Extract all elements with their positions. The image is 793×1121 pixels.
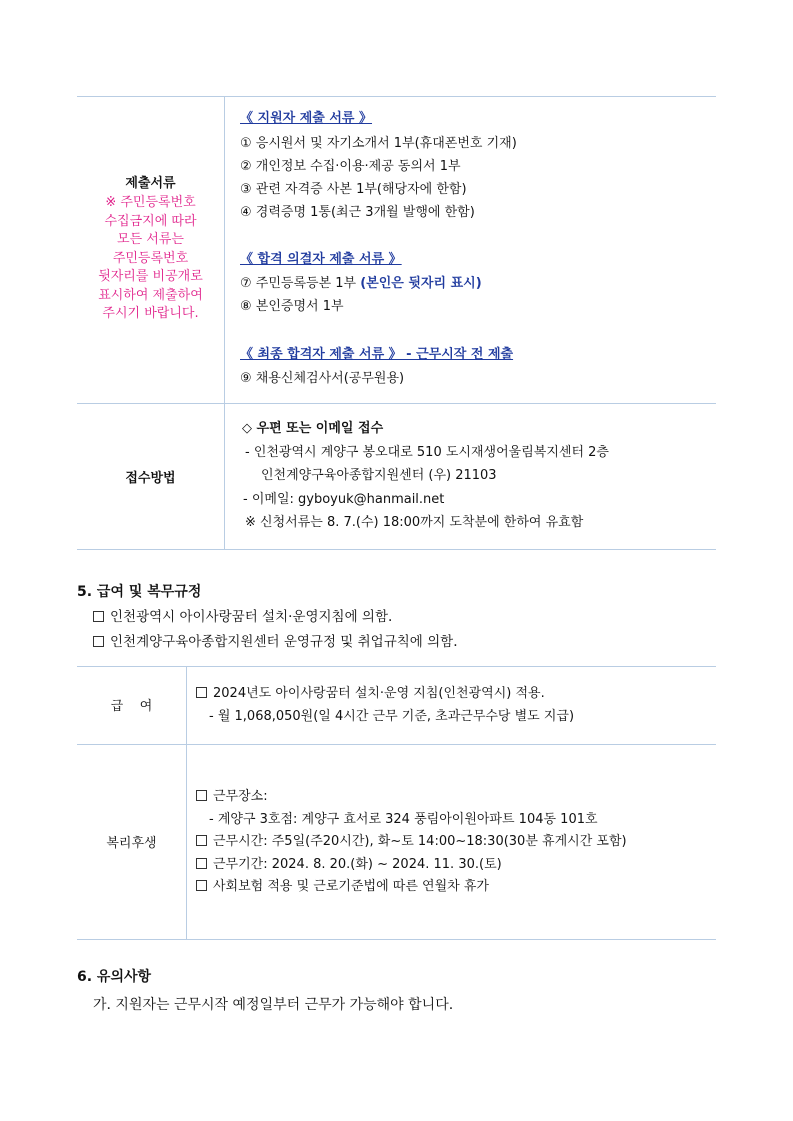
welfare-period: 근무기간: 2024. 8. 20.(화) ~ 2024. 11. 30.(토) bbox=[196, 855, 502, 875]
method-title: ◇ 우편 또는 이메일 접수 bbox=[242, 421, 384, 436]
section6-item: 가. 지원자는 근무시작 예정일부터 근무가 가능해야 합니다. bbox=[93, 997, 454, 1013]
method-email: - 이메일: gyboyuk@hanmail.net bbox=[243, 492, 445, 507]
doc-item: ③ 관련 자격증 사본 1부(해당자에 한함) bbox=[240, 182, 467, 197]
section5-title: 5. 급여 및 복무규정 bbox=[77, 584, 202, 600]
welfare-place-detail: - 계양구 3호점: 계양구 효서로 324 풍림아이원아파트 104동 101호 bbox=[209, 812, 598, 827]
docs-privacy-note: ※ 주민등록번호 수집금지에 따라 모든 서류는 주민등록번호 뒷자리를 비공개로 표시하여 제출하여 주시기 바랍니다. bbox=[98, 195, 203, 321]
checkbox-icon bbox=[196, 880, 207, 891]
doc-item: ⑦ 주민등록등본 1부 (본인은 뒷자리 표시) bbox=[240, 276, 482, 291]
doc-item: ⑨ 채용신체검사서(공무원용) bbox=[240, 371, 405, 386]
welfare-label: 복리후생 bbox=[106, 836, 157, 851]
method-label: 접수방법 bbox=[125, 471, 176, 486]
emphasis-text: (본인은 뒷자리 표시) bbox=[360, 276, 482, 291]
pay-line: 2024년도 아이사랑꿈터 설치·운영 지침(인천광역시) 적용. bbox=[196, 684, 545, 704]
checkbox-icon bbox=[93, 611, 104, 622]
checkbox-icon bbox=[93, 636, 104, 647]
section6-title: 6. 유의사항 bbox=[77, 969, 152, 985]
checkbox-icon bbox=[196, 790, 207, 801]
group2-title: 《 합격 의결자 제출 서류 》 bbox=[240, 252, 402, 267]
docs-label: 제출서류 bbox=[125, 176, 176, 191]
pay-label: 급 여 bbox=[110, 699, 153, 714]
doc-item: ① 응시원서 및 자기소개서 1부(휴대폰번호 기재) bbox=[240, 136, 517, 151]
group3-title: 《 최종 합격자 제출 서류 》 - 근무시작 전 제출 bbox=[240, 347, 514, 362]
doc-item: ⑧ 본인증명서 1부 bbox=[240, 299, 344, 314]
welfare-place: 근무장소: bbox=[196, 787, 268, 807]
pay-amount: - 월 1,068,050원(일 4시간 근무 기준, 초과근무수당 별도 지급) bbox=[209, 709, 575, 724]
section5-item: 인천광역시 아이사랑꿈터 설치·운영지침에 의함. bbox=[93, 607, 392, 627]
checkbox-icon bbox=[196, 687, 207, 698]
method-deadline: ※ 신청서류는 8. 7.(수) 18:00까지 도착분에 한하여 유효함 bbox=[245, 515, 584, 530]
group1-title: 《 지원자 제출 서류 》 bbox=[240, 111, 373, 126]
checkbox-icon bbox=[196, 858, 207, 869]
doc-item: ④ 경력증명 1통(최근 3개월 발행에 한함) bbox=[240, 205, 475, 220]
method-address-2: 인천계양구육아종합지원센터 (우) 21103 bbox=[261, 468, 497, 483]
section5-item: 인천계양구육아종합지원센터 운영규정 및 취업규칙에 의함. bbox=[93, 632, 457, 652]
checkbox-icon bbox=[196, 835, 207, 846]
method-address: - 인천광역시 계양구 봉오대로 510 도시재생어울림복지센터 2층 bbox=[245, 445, 609, 460]
welfare-insurance: 사회보험 적용 및 근로기준법에 따른 연월차 휴가 bbox=[196, 877, 489, 897]
welfare-hours: 근무시간: 주5일(주20시간), 화~토 14:00~18:30(30분 휴게시간 포함) bbox=[196, 832, 627, 852]
doc-item: ② 개인정보 수집·이용·제공 동의서 1부 bbox=[240, 159, 461, 174]
